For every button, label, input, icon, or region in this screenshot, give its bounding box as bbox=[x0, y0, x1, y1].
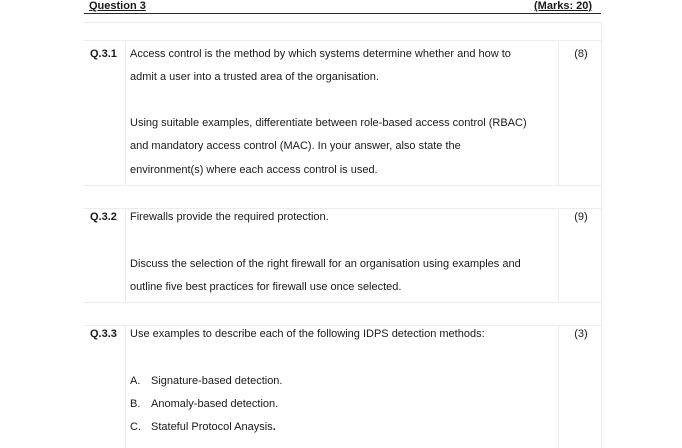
question-number: Q.3.1 bbox=[90, 48, 117, 60]
header-rule bbox=[84, 13, 601, 14]
grid-line bbox=[558, 325, 559, 448]
list-item-text: Signature-based detection. bbox=[151, 375, 283, 387]
question-number: Q.3.2 bbox=[90, 211, 117, 223]
question-marks: (9) bbox=[574, 211, 588, 223]
question-marks: (8) bbox=[574, 48, 588, 60]
question-text-line: Use examples to describe each of the following IDPS detection methods: bbox=[130, 328, 485, 340]
grid-line bbox=[601, 22, 602, 448]
total-marks: (Marks: 20) bbox=[534, 0, 593, 12]
grid-line bbox=[558, 208, 559, 302]
list-item-letter: C. bbox=[130, 421, 141, 433]
grid-line bbox=[84, 40, 601, 41]
list-item-trailing-period: . bbox=[272, 421, 276, 433]
list-item bbox=[151, 421, 276, 433]
list-item-text: Stateful Protocol Anaysis bbox=[151, 421, 273, 433]
question-text-line: Discuss the selection of the right firewall for an organisation using examples and bbox=[130, 258, 521, 270]
question-number: Q.3.3 bbox=[90, 328, 117, 340]
question-text-line: outline five best practices for firewall use once selected. bbox=[130, 281, 402, 293]
grid-line bbox=[84, 302, 601, 303]
question-text-line: Using suitable examples, differentiate between role-based access control (RBAC) bbox=[130, 117, 527, 129]
grid-line bbox=[84, 22, 601, 23]
grid-line bbox=[125, 208, 126, 302]
grid-line bbox=[84, 185, 601, 186]
question-marks: (3) bbox=[574, 328, 588, 340]
grid-line bbox=[84, 208, 601, 209]
list-item-text: Anomaly-based detection. bbox=[151, 398, 279, 410]
question-text-line: environment(s) where each access control is used. bbox=[130, 164, 378, 176]
question-heading: Question 3 bbox=[89, 0, 146, 12]
question-text-line: Access control is the method by which systems determine whether and how to bbox=[130, 48, 511, 60]
question-text-line: Firewalls provide the required protection. bbox=[130, 211, 329, 223]
grid-line bbox=[558, 40, 559, 185]
question-text-line: and mandatory access control (MAC). In your answer, also state the bbox=[130, 140, 461, 152]
grid-line bbox=[125, 325, 126, 448]
grid-line bbox=[125, 40, 126, 185]
question-text-line: admit a user into a trusted area of the organisation. bbox=[130, 71, 379, 83]
grid-line bbox=[84, 325, 601, 326]
list-item-letter: B. bbox=[130, 398, 141, 410]
list-item-letter: A. bbox=[130, 375, 141, 387]
